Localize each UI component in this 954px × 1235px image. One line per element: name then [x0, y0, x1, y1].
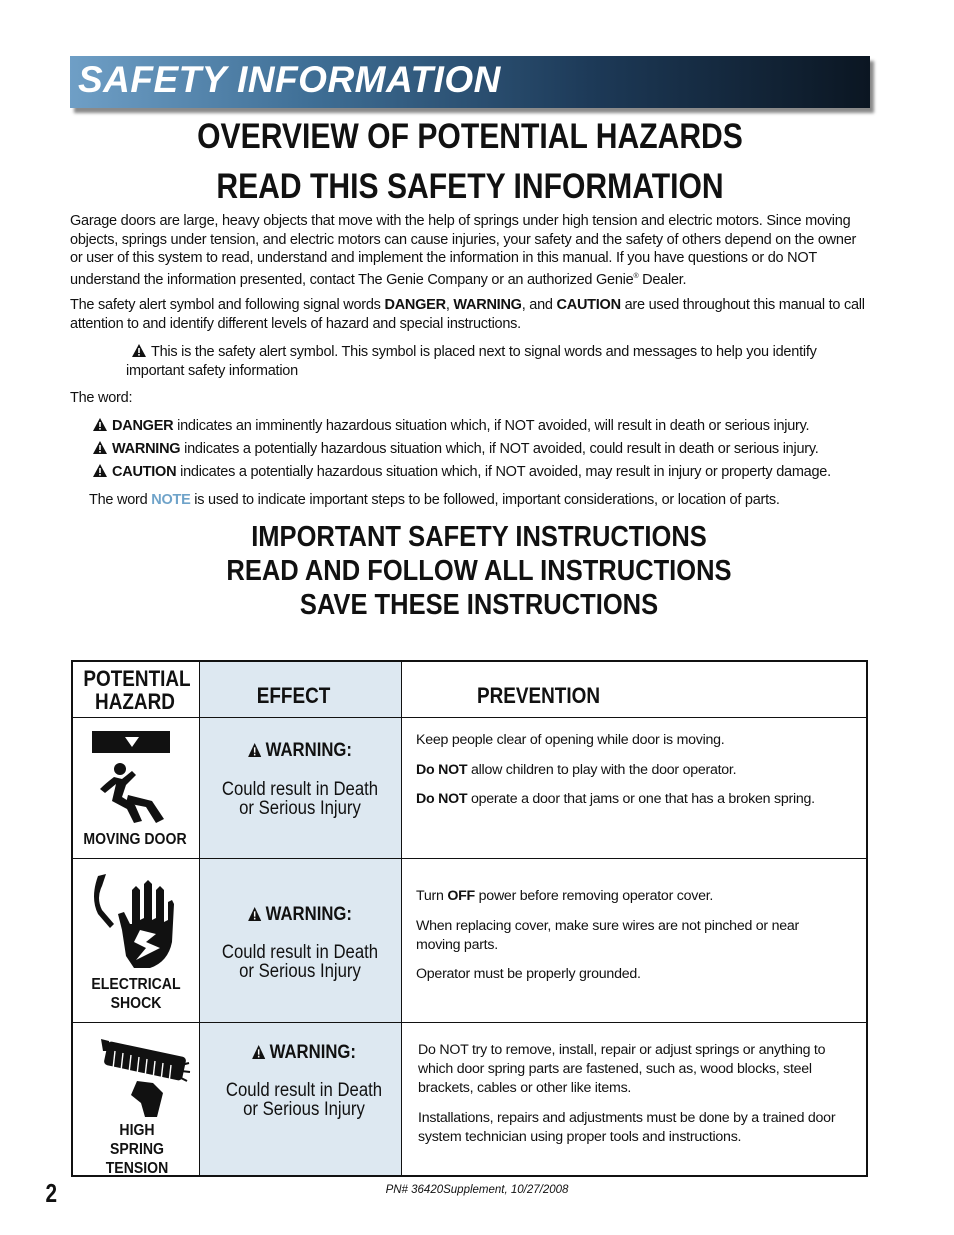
- heading-important-instructions: IMPORTANT SAFETY INSTRUCTIONS: [251, 521, 707, 553]
- effect-text-1: [212, 780, 388, 818]
- hazard-label-moving-door: [80, 830, 189, 849]
- text-fragment: , and: [521, 297, 557, 313]
- prevention-moving-door: [416, 731, 856, 820]
- prevention-emphasis: Do NOT: [416, 791, 468, 807]
- prevention-text: operate a door that jams or one that has a broken spring.: [467, 791, 815, 807]
- signal-warning: [93, 440, 819, 458]
- note-word: NOTE: [151, 492, 191, 508]
- signal-description: indicates a potentially hazardous situation which, if NOT avoided, may result in injury or property damage.: [176, 464, 831, 480]
- hazard-label-text: TENSION: [105, 1160, 169, 1177]
- effect-line: or Serious Injury: [243, 1099, 365, 1120]
- effect-text-3: [216, 1081, 392, 1119]
- hazard-label-text: SHOCK: [110, 995, 162, 1012]
- the-word-label: The word:: [70, 390, 133, 406]
- prevention-electrical-shock: [416, 887, 846, 995]
- warning-label: WARNING:: [265, 740, 352, 761]
- danger-word: DANGER: [384, 297, 446, 313]
- signal-words-paragraph: [70, 296, 870, 333]
- text-fragment: are used throughout this manual to call attention to and identify different levels of hazard and special instructions.: [70, 297, 865, 332]
- prevention-text: Do NOT try to remove, install, repair or adjust springs or anything to which door spring parts are fastened, such as, wood blocks, steel brackets, cables or other like items.: [418, 1042, 826, 1096]
- prevention-spring-tension: [418, 1041, 843, 1157]
- prevention-text: Installations, repairs and adjustments must be done by a trained door system technician using proper tools and instructions.: [418, 1109, 836, 1145]
- header-potential-hazard: [83, 666, 191, 714]
- hazard-table: [71, 660, 868, 1177]
- intro-text: Garage doors are large, heavy objects that move with the help of springs under high tension and electric motors. Since moving objects, springs under tension, and electric motors can cause injuries, your safety and the safety of others depend on the owner or user of this system to read, understand and implement the information in this manual. If you have questions or do NOT understand the information presented, contact The Genie Company or an authorized Genie: [70, 213, 857, 288]
- text-fragment: ,: [445, 297, 454, 313]
- prevention-item: [416, 761, 856, 780]
- hazard-label-electrical-shock: [81, 975, 192, 1013]
- section-banner: [70, 56, 870, 108]
- effect-line: Could result in Death: [225, 1080, 383, 1101]
- effect-line: or Serious Injury: [239, 798, 361, 819]
- signal-danger: [93, 417, 809, 435]
- text-fragment: The safety alert symbol and following signal words: [70, 297, 385, 313]
- text-fragment: The word: [89, 492, 152, 508]
- spring-tension-icon: [97, 1037, 191, 1119]
- prevention-emphasis: OFF: [447, 888, 475, 904]
- heading-save-instructions: SAVE THESE INSTRUCTIONS: [299, 589, 659, 621]
- signal-description: indicates a potentially hazardous situation which, if NOT avoided, could result in death or serious injury.: [180, 441, 819, 457]
- registered-mark: ®: [633, 272, 639, 280]
- prevention-text: power before removing operator cover.: [474, 888, 714, 904]
- heading-overview: OVERVIEW OF POTENTIAL HAZARDS: [197, 117, 743, 156]
- hazard-label-text: ELECTRICAL: [91, 976, 181, 993]
- safety-alert-icon: [248, 743, 261, 757]
- text-fragment: is used to indicate important steps to be followed, important considerations, or location of parts.: [190, 492, 780, 508]
- prevention-text: When replacing cover, make sure wires are not pinched or near moving parts.: [416, 917, 799, 953]
- prevention-text: Turn: [416, 888, 448, 904]
- safety-alert-icon: [248, 907, 261, 921]
- prevention-item: [416, 731, 856, 750]
- header-prevention: PREVENTION: [477, 683, 601, 708]
- effect-line: Could result in Death: [221, 779, 379, 800]
- header-effect: [200, 684, 373, 707]
- header-text: POTENTIAL: [83, 666, 191, 691]
- prevention-text: Keep people clear of opening while door is moving.: [416, 732, 725, 748]
- prevention-item: [418, 1109, 843, 1147]
- hazard-label-text: HIGH: [119, 1122, 155, 1139]
- prevention-item: [416, 917, 846, 955]
- hazard-label-spring-tension: [81, 1121, 194, 1178]
- prevention-item: [416, 965, 846, 984]
- prevention-text: allow children to play with the door operator.: [467, 761, 737, 778]
- prevention-item: [416, 790, 856, 809]
- warning-label: WARNING:: [269, 1042, 356, 1063]
- section-title: SAFETY INFORMATION: [78, 59, 501, 100]
- part-number: PN# 36420Supplement, 10/27/2008: [385, 1184, 569, 1196]
- moving-door-icon: [92, 731, 172, 827]
- signal-word: CAUTION: [112, 464, 177, 480]
- hazard-label-text: MOVING DOOR: [83, 831, 187, 848]
- effect-warning-2: [212, 904, 388, 926]
- safety-alert-icon: [93, 418, 107, 431]
- note-line: [89, 491, 780, 509]
- header-text: HAZARD: [95, 689, 175, 714]
- symbol-description: This is the safety alert symbol. This symbol is placed next to signal words and messages to help you identify important safety information: [126, 344, 817, 379]
- signal-description: indicates an imminently hazardous situation which, if NOT avoided, will result in death or serious injury.: [173, 418, 810, 434]
- safety-symbol-paragraph: [126, 343, 846, 380]
- safety-alert-icon: [93, 464, 107, 477]
- prevention-item: [418, 1041, 843, 1098]
- warning-word: WARNING: [453, 297, 522, 313]
- effect-line: Could result in Death: [221, 942, 379, 963]
- effect-text-2: [212, 943, 388, 981]
- page-number: 2: [45, 1178, 58, 1208]
- caution-word: CAUTION: [556, 297, 621, 313]
- safety-alert-icon: [93, 441, 107, 454]
- prevention-emphasis: Do NOT: [416, 761, 468, 778]
- warning-label: WARNING:: [265, 904, 352, 925]
- effect-line: or Serious Injury: [239, 961, 361, 982]
- signal-word: WARNING: [112, 441, 181, 457]
- safety-alert-icon: [132, 344, 146, 357]
- electrical-shock-icon: [92, 872, 174, 972]
- heading-read-follow: READ AND FOLLOW ALL INSTRUCTIONS: [226, 555, 732, 587]
- signal-caution: [93, 463, 831, 481]
- intro-paragraph: [70, 212, 870, 289]
- hazard-label-text: SPRING: [110, 1141, 164, 1158]
- prevention-text: Operator must be properly grounded.: [416, 966, 641, 982]
- heading-read-safety: READ THIS SAFETY INFORMATION: [216, 167, 724, 206]
- safety-alert-icon: [252, 1045, 265, 1059]
- prevention-item: [416, 887, 846, 906]
- header-text: EFFECT: [256, 683, 331, 708]
- signal-word: DANGER: [112, 418, 174, 434]
- intro-text-end: Dealer.: [638, 271, 687, 288]
- effect-warning-1: [212, 740, 388, 762]
- effect-warning-3: [216, 1042, 392, 1064]
